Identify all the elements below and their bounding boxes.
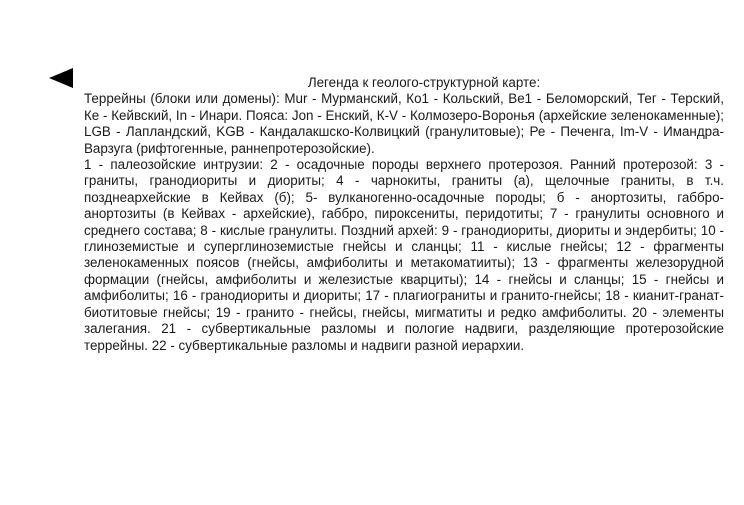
back-arrow-icon[interactable] [49, 68, 73, 88]
map-legend [84, 75, 724, 354]
legend-units-text: 1 - палеозойские интрузии: 2 - осадочные породы верхнего протерозоя. Ранний протерозой: 3 - граниты, гранодиориты и диориты; 4 - чарнокиты, граниты (а), щелочные граниты, в т.ч. позднеархейские в Кейвах (б); 5- вулканогенно-осадочные породы; б - анортозиты, габбро-анортозиты (в Кейвах - архейские), габбро, пироксениты, перидотиты; 7 - гранулиты основного и среднего состава; 8 - кислые гранулиты. Поздний архей: 9 - гранодиориты, диориты и эндербиты; 10 - глиноземистые и суперглиноземистые гнейсы и сланцы; 11 - кислые гнейсы; 12 - фрагменты зеленокаменных поясов (гнейсы, амфиболиты и метакоматииты); 13 - фрагменты железорудной формации (гнейсы, амфиболиты и железистые кварциты); 14 - гнейсы и сланцы; 15 - гнейсы и амфиболиты; 16 - гранодиориты и диориты; 17 - плагиограниты и гранито-гнейсы; 18 - кианит-гранат-биотитовые гнейсы; 19 - гранито - гнейсы, гнейсы, мигматиты и редко амфиболиты. 20 - элементы залегания. 21 - субвертикальные разломы и пологие надвиги, разделяющие протерозойские террейны. 22 - субвертикальные разломы и надвиги разной иерархии. [84, 157, 724, 353]
legend-terranes-text: Террейны (блоки или домены): Мur - Мурманский, Ко1 - Кольский, Ве1 - Беломорский, Тег - Терский, Ке - Кейвский, In - Инари. Пояса: Jon - Енский, К-V - Колмозеро-Воронья (архейские зеленокаменные); LGB - Лапландский, KGB - Кандалакшско-Колвицкий (гранулитовые); Ре - Печенга, Im-V - Имандра-Варзуга (рифтогенные, раннепротерозойские). [84, 91, 724, 156]
legend-title: Легенда к геолого-структурной карте: [307, 75, 541, 90]
